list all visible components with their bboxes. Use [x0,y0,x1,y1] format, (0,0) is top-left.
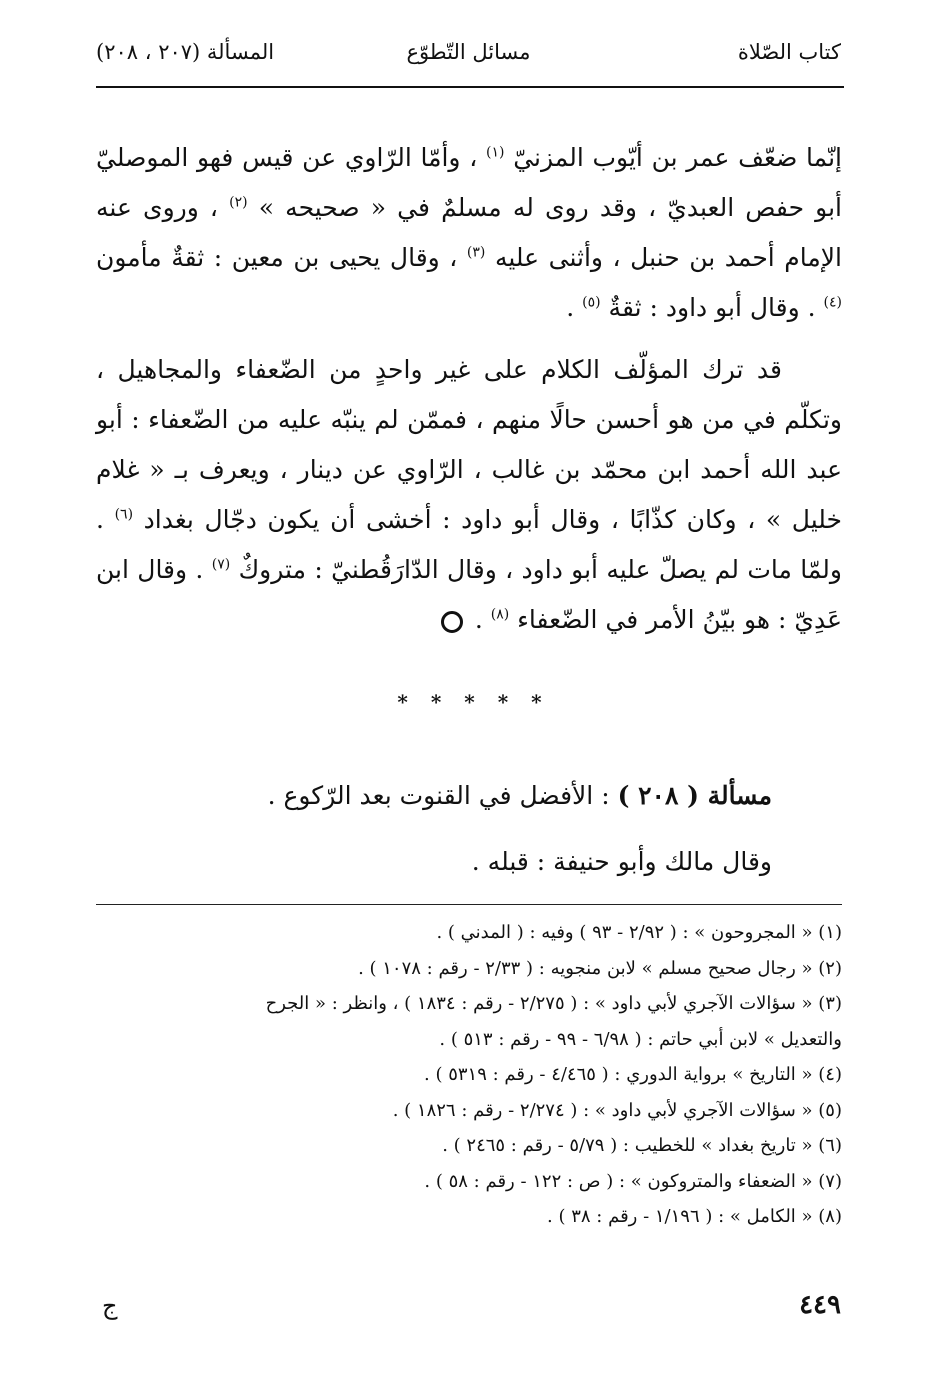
text-segment: ، وقال يحيى بن معين : ثقةٌ مأمون [96,243,458,272]
footnote-item: (٥) « سؤالات الآجري لأبي داود » : ( ٢/٢٧٤ - رقم : ١٨٢٦ ) . [392,1099,842,1121]
page-number: ٤٤٩ [799,1290,841,1320]
footnote-item: (٧) « الضعفاء والمتروكون » : ( ص : ١٢٢ - رقم : ٥٨ ) . [424,1170,842,1192]
footnote-ref-7[interactable]: (٧) [211,556,231,573]
masala-label: مسألة ( ٢٠٨ ) [617,781,772,810]
text-segment: . [566,293,575,322]
footnote-item: (٢) « رجال صحيح مسلم » لابن منجويه : ( ٢/٣٣ - رقم : ١٠٧٨ ) . [358,957,842,979]
footnote-item: (٤) « التاريخ » برواية الدوري : ( ٤/٤٦٥ - رقم : ٥٣١٩ ) . [424,1064,842,1085]
footnote-item-continuation: والتعديل » لابن أبي حاتم : ( ٦/٩٨ - ٩٩ - رقم : ٥١٣ ) . [439,1028,842,1050]
text-segment: . [474,605,483,634]
running-header [96,40,841,80]
footnote-ref-1[interactable]: (١) [486,144,505,161]
end-circle-icon [441,611,463,633]
signature-mark: ج [102,1292,118,1320]
footnote-item: (٨) « الكامل » : ( ١/١٩٦ - رقم : ٣٨ ) . [547,1206,842,1227]
footnote-item: (١) « المجروحون » : ( ٢/٩٢ - ٩٣ ) وفيه : ( المدني ) . [436,922,842,943]
text-segment: ، وروى عنه الإمام أحمد بن حنبل ، وأثنى عليه [96,193,842,272]
footnote-item: (٣) « سؤالات الآجري لأبي داود » : ( ٢/٢٧٥ - رقم : ١٨٣٤ ) ، وانظر : « الجرح [265,993,842,1014]
paragraph-2 [96,345,842,645]
footnote-ref-2[interactable]: (٢) [229,194,248,211]
paragraph-1 [96,133,842,333]
footnote-ref-8[interactable]: (٨) [490,606,510,623]
text-segment: . ولمّا مات لم يصلّ عليه أبو داود ، وقال الدّارَقُطنيّ : متروكٌ [96,505,843,584]
masala-subtext: وقال مالك وأبو حنيفة : قبله . [471,847,772,876]
text-segment: إنّما ضعّف عمر بن أيّوب المزنيّ [513,143,842,172]
footnote-item: (٦) « تاريخ بغداد » للخطيب : ( ٥/٧٩ - رقم : ٢٤٦٥ ) . [442,1135,842,1156]
masala-heading [172,776,772,816]
masail-range: المسألة (٢٠٧ ، ٢٠٨) [96,40,275,64]
masala-text: : الأفضل في القنوت بعد الرّكوع . [267,781,610,810]
text-segment: . وقال ابن عَدِيّ : هو بيّنُ الأمر في الضّعفاء [96,555,842,634]
text-segment: ، وأمّا الرّاوي عن قيس فهو الموصليّ أبو حفص العبديّ ، وقد روى له مسلمٌ في « صحيحه » [96,143,842,222]
text-segment: . وقال أبو داود : ثقةٌ [608,293,816,322]
footnote-ref-5[interactable]: (٥) [582,294,601,311]
footnote-ref-4[interactable]: (٤) [823,294,842,311]
book-title: كتاب الصّلاة [737,40,841,64]
section-title: مسائل التّطوّع [406,40,531,64]
footnote-rule [96,904,842,905]
footnotes-list [96,915,842,1235]
footnote-ref-6[interactable]: (٦) [114,506,134,523]
text-segment: قد ترك المؤلّف الكلام على غير واحدٍ من الضّعفاء والمجاهيل ، وتكلّم في من هو أحسن حالًا منهم ، فممّن لم ينبّه عليه من الضّعفاء : أبو عبد الله أحمد ابن محمّد بن غالب ، الرّاوي عن دينار ، ويعرف بـ « غلام خليل » ، وكان كذّابًا ، وقال أبو داود : أخشى أن يكون دجّال بغداد [96,355,842,534]
header-rule [96,86,844,88]
footnote-ref-3[interactable]: (٣) [466,244,486,261]
section-separator: * * * * * [397,690,550,714]
